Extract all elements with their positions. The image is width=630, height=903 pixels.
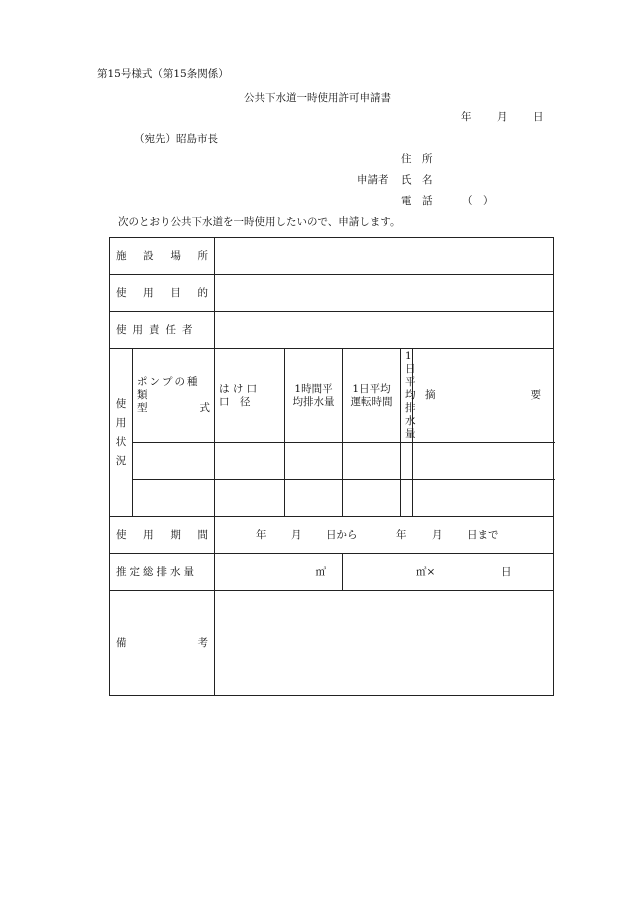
facility-location-label: 施 設 場 所: [110, 238, 215, 275]
outlet-diameter-header: は け 口 口 径: [215, 349, 285, 443]
daily-operating-time-header: 1日平均 運転時間: [343, 349, 401, 443]
intro-text: 次のとおり公共下水道を一時使用したいので、申請します。: [118, 216, 401, 228]
estimate-label: 推定総排水量: [110, 554, 215, 591]
purpose-label: 使 用 目 的: [110, 275, 215, 312]
hourly-drainage-cell[interactable]: [285, 480, 343, 517]
date-year: 年: [461, 111, 472, 123]
pump-type-header: ポンプの種類 型 式: [133, 349, 215, 443]
outlet-diameter-cell[interactable]: [215, 480, 285, 517]
daily-operating-time-cell[interactable]: [343, 443, 401, 480]
applicant-label: 申請者: [357, 174, 389, 186]
facility-location-field[interactable]: [215, 238, 554, 275]
remarks-field[interactable]: [215, 591, 554, 696]
summary-cell[interactable]: [413, 443, 554, 480]
period-label: 使 用 期 間: [110, 517, 215, 554]
pump-type-cell[interactable]: [133, 480, 215, 517]
responsible-field[interactable]: [215, 312, 554, 349]
pump-type-cell[interactable]: [133, 443, 215, 480]
daily-drainage-cell[interactable]: [401, 443, 413, 480]
hourly-drainage-header: 1時間平 均排水量: [285, 349, 343, 443]
application-table: [109, 237, 554, 696]
date-day: 日: [533, 111, 544, 123]
daily-drainage-header: 1日平均 排 水 量: [401, 349, 413, 443]
period-field[interactable]: 年 月 日から 年 月 日まで: [215, 517, 554, 554]
purpose-field[interactable]: [215, 275, 554, 312]
outlet-diameter-cell[interactable]: [215, 443, 285, 480]
phone-parens: （ ）: [462, 195, 494, 207]
addressee: （宛先）昭島市長: [134, 133, 218, 145]
remarks-label: 備 考: [110, 591, 215, 696]
daily-drainage-cell[interactable]: [401, 480, 413, 517]
estimate-volume-field[interactable]: ㎥: [215, 554, 343, 591]
hourly-drainage-cell[interactable]: [285, 443, 343, 480]
name-label: 氏 名: [401, 174, 433, 186]
summary-header: 摘 要: [413, 349, 554, 443]
date-month: 月: [497, 111, 508, 123]
usage-status-label: 使 用 状 況: [110, 349, 133, 517]
responsible-label: 使用責任者: [110, 312, 215, 349]
form-number: 第15号様式（第15条関係）: [97, 68, 229, 80]
summary-cell[interactable]: [413, 480, 554, 517]
estimate-calc-field[interactable]: ㎥× 日: [343, 554, 554, 591]
address-label: 住 所: [401, 153, 433, 165]
phone-label: 電 話: [401, 195, 433, 207]
daily-operating-time-cell[interactable]: [343, 480, 401, 517]
form-title: 公共下水道一時使用許可申請書: [244, 92, 391, 104]
